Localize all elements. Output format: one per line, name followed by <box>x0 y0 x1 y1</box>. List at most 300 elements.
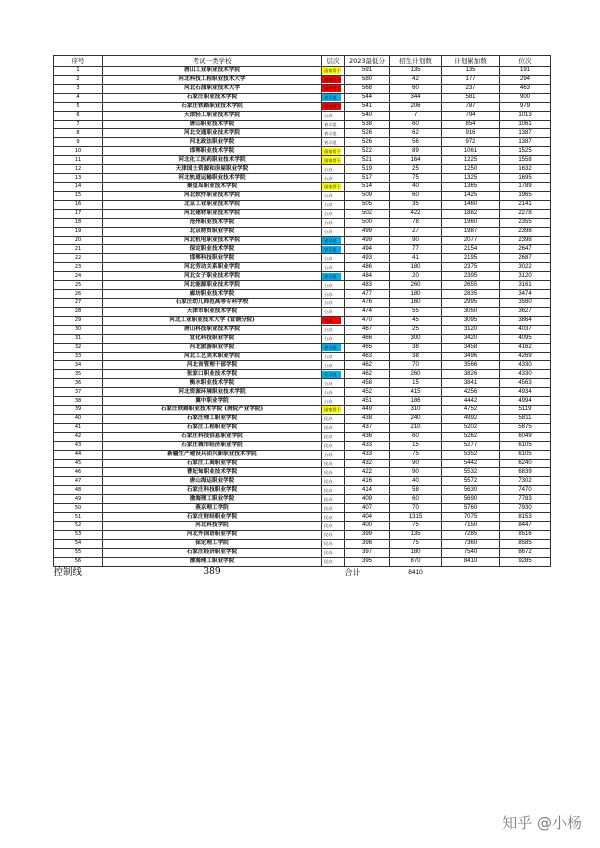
min-score: 433 <box>345 441 390 450</box>
cumulative-count: 2995 <box>442 298 500 307</box>
min-score: 519 <box>345 165 390 174</box>
table-row <box>54 236 551 245</box>
table-header-row <box>54 56 551 67</box>
rank: 1061 <box>500 120 551 129</box>
school-name: 邯郸科技职业学院 <box>103 254 322 263</box>
table-row <box>54 557 551 566</box>
rank: 4994 <box>500 397 551 406</box>
row-index: 44 <box>54 450 103 459</box>
rank: 7302 <box>500 477 551 486</box>
plan-count: 60 <box>390 432 442 441</box>
level-tag <box>322 75 345 84</box>
min-score: 540 <box>345 111 390 120</box>
school-name: 廊坊职业技术学院 <box>103 290 322 299</box>
min-score: 493 <box>345 254 390 263</box>
level-tag <box>322 343 345 352</box>
row-index: 2 <box>54 75 103 84</box>
row-index: 51 <box>54 513 103 522</box>
table-row <box>54 138 551 147</box>
school-name: 石家庄城市经济职业学院 <box>103 441 322 450</box>
rank: 463 <box>500 84 551 93</box>
min-score: 465 <box>345 343 390 352</box>
plan-count: 1315 <box>390 513 442 522</box>
cumulative-count: 3841 <box>442 379 500 388</box>
row-index: 27 <box>54 298 103 307</box>
level-tag <box>322 468 345 477</box>
school-name: 石家庄科技职业学院 <box>103 486 322 495</box>
level-badge: 省示范 <box>324 139 337 145</box>
plan-count: 70 <box>390 361 442 370</box>
school-name: 河北建材职业技术学院 <box>103 209 322 218</box>
level-tag <box>322 129 345 138</box>
school-name: 河北工艺美术职业学院 <box>103 352 322 361</box>
school-name: 河北石油职业技术大学 <box>103 84 322 93</box>
school-name: 石家庄工程职业学院 <box>103 423 322 432</box>
level-badge: 公办 <box>324 452 333 458</box>
plan-count: 260 <box>390 370 442 379</box>
level-tag <box>322 548 345 557</box>
level-tag <box>322 236 345 245</box>
plan-count: 75 <box>390 174 442 183</box>
level-tag <box>322 147 345 156</box>
min-score: 502 <box>345 209 390 218</box>
min-score: 477 <box>345 290 390 299</box>
rank: 1013 <box>500 111 551 120</box>
min-score: 451 <box>345 397 390 406</box>
row-index: 37 <box>54 388 103 397</box>
table-row <box>54 352 551 361</box>
level-badge: 民办 <box>324 550 333 556</box>
table-row <box>54 522 551 531</box>
rank: 2687 <box>500 254 551 263</box>
rank: 5811 <box>500 414 551 423</box>
min-score: 514 <box>345 182 390 191</box>
rank: 4563 <box>500 379 551 388</box>
rank: 979 <box>500 102 551 111</box>
row-index: 8 <box>54 129 103 138</box>
school-name: 沧州职业技术学院 <box>103 218 322 227</box>
table-row <box>54 281 551 290</box>
rank: 7470 <box>500 486 551 495</box>
school-name: 冀中职业学院 <box>103 397 322 406</box>
plan-count: 42 <box>390 75 442 84</box>
level-badge: 公办 <box>324 380 333 386</box>
rank: 3580 <box>500 298 551 307</box>
table-row <box>54 298 551 307</box>
level-badge: 公办 <box>324 229 333 235</box>
table-row <box>54 539 551 548</box>
min-score: 449 <box>345 406 390 415</box>
col-header-rank: 位次 <box>500 56 551 67</box>
table-row <box>54 343 551 352</box>
level-badge: 国家骨干 <box>324 86 341 92</box>
cumulative-count: 2835 <box>442 290 500 299</box>
table-row <box>54 388 551 397</box>
level-badge: 民办 <box>324 478 333 484</box>
table-row <box>54 102 551 111</box>
level-badge: 民办 <box>324 425 333 431</box>
level-badge: 民办 <box>324 416 333 422</box>
cumulative-count: 7075 <box>442 513 500 522</box>
rank: 1789 <box>500 182 551 191</box>
plan-count: 40 <box>390 477 442 486</box>
level-badge: 省示范 <box>324 121 337 127</box>
rank: 3161 <box>500 281 551 290</box>
level-tag <box>322 406 345 415</box>
cumulative-count: 2195 <box>442 254 500 263</box>
plan-count: 78 <box>390 218 442 227</box>
control-line-value: 389 <box>103 566 322 579</box>
plan-count: 164 <box>390 156 442 165</box>
rank: 3474 <box>500 290 551 299</box>
min-score: 432 <box>345 459 390 468</box>
min-score: 397 <box>345 548 390 557</box>
level-tag <box>322 191 345 200</box>
plan-count: 55 <box>390 307 442 316</box>
total-value: 8410 <box>390 566 442 579</box>
min-score: 499 <box>345 236 390 245</box>
row-index: 30 <box>54 325 103 334</box>
total-label: 合计 <box>345 566 390 579</box>
table-row <box>54 191 551 200</box>
min-score: 494 <box>345 245 390 254</box>
cumulative-count: 3826 <box>442 370 500 379</box>
level-tag <box>322 495 345 504</box>
school-name: 河北能源职业技术学院 <box>103 281 322 290</box>
col-header-min-score: 2023最低分 <box>345 56 390 67</box>
school-name: 北京财贸职业学院 <box>103 227 322 236</box>
table-row <box>54 441 551 450</box>
min-score: 522 <box>345 147 390 156</box>
level-tag <box>322 298 345 307</box>
plan-count: 38 <box>390 352 442 361</box>
row-index: 47 <box>54 477 103 486</box>
plan-count: 186 <box>390 397 442 406</box>
min-score: 509 <box>345 191 390 200</box>
min-score: 458 <box>345 379 390 388</box>
table-row <box>54 93 551 102</box>
school-name: 北京工业职业技术学院 <box>103 200 322 209</box>
row-index: 6 <box>54 111 103 120</box>
table-row <box>54 370 551 379</box>
level-tag <box>322 165 345 174</box>
school-name: 河北软件职业技术学院 <box>103 191 322 200</box>
cumulative-count: 7360 <box>442 539 500 548</box>
school-name: 河北交通职业技术学院 <box>103 129 322 138</box>
cumulative-count: 3120 <box>442 325 500 334</box>
table-row <box>54 379 551 388</box>
rank: 2141 <box>500 200 551 209</box>
min-score: 452 <box>345 388 390 397</box>
watermark: 知乎 @小杨 <box>502 814 582 832</box>
row-index: 9 <box>54 138 103 147</box>
school-name: 河北科技工程职业技术大学 <box>103 75 322 84</box>
level-badge: 公办 <box>324 362 333 368</box>
rank: 6049 <box>500 432 551 441</box>
row-index: 26 <box>54 290 103 299</box>
row-index: 20 <box>54 236 103 245</box>
cumulative-count: 5760 <box>442 504 500 513</box>
table-row <box>54 254 551 263</box>
min-score: 414 <box>345 486 390 495</box>
table-row <box>54 165 551 174</box>
level-badge: 国家骨干 <box>324 157 341 163</box>
min-score: 505 <box>345 200 390 209</box>
min-score: 541 <box>345 102 390 111</box>
table-row <box>54 307 551 316</box>
row-index: 36 <box>54 379 103 388</box>
rank: 1965 <box>500 191 551 200</box>
level-tag <box>322 281 345 290</box>
row-index: 3 <box>54 84 103 93</box>
table-row <box>54 75 551 84</box>
rank: 4934 <box>500 388 551 397</box>
row-index: 41 <box>54 423 103 432</box>
level-badge: 国家骨干 <box>324 68 341 74</box>
level-tag <box>322 379 345 388</box>
school-name: 宣化科技职业学院 <box>103 334 322 343</box>
min-score: 526 <box>345 129 390 138</box>
cumulative-count: 3420 <box>442 334 500 343</box>
plan-count: 27 <box>390 227 442 236</box>
rank: 3627 <box>500 307 551 316</box>
level-badge: 民办 <box>324 514 333 520</box>
level-badge: 民办 <box>324 443 333 449</box>
level-badge: 民办 <box>324 496 333 502</box>
table-row <box>54 263 551 272</box>
min-score: 467 <box>345 325 390 334</box>
level-tag <box>322 316 345 325</box>
level-tag <box>322 459 345 468</box>
school-name: 石家庄工商职业学院 <box>103 459 322 468</box>
level-badge: 公办 <box>324 166 333 172</box>
cumulative-count: 1425 <box>442 191 500 200</box>
school-name: 石家庄铁路职业技术学院 (唐院产业学院) <box>103 406 322 415</box>
school-name: 河北资源环境职业技术学院 <box>103 388 322 397</box>
level-tag <box>322 486 345 495</box>
school-name: 渤海理工职业学院 <box>103 495 322 504</box>
cumulative-count: 3458 <box>442 343 500 352</box>
school-name: 衡水职业技术学院 <box>103 379 322 388</box>
level-tag <box>322 325 345 334</box>
plan-count: 160 <box>390 298 442 307</box>
level-tag <box>322 539 345 548</box>
plan-count: 60 <box>390 495 442 504</box>
plan-count: 75 <box>390 522 442 531</box>
min-score: 470 <box>345 316 390 325</box>
table-row <box>54 227 551 236</box>
min-score: 474 <box>345 307 390 316</box>
level-tag <box>322 504 345 513</box>
col-header-index: 序号 <box>54 56 103 67</box>
cumulative-count: 4752 <box>442 406 500 415</box>
plan-count: 35 <box>390 200 442 209</box>
level-badge: 省示范 <box>322 371 341 378</box>
level-badge: 公办 <box>324 113 333 119</box>
min-score: 500 <box>345 218 390 227</box>
row-index: 33 <box>54 352 103 361</box>
level-badge: 民办 <box>324 559 333 565</box>
level-badge: 公办 <box>324 327 333 333</box>
school-name: 河北机电职业技术学院 <box>103 236 322 245</box>
plan-count: 60 <box>390 84 442 93</box>
table-row <box>54 272 551 281</box>
row-index: 11 <box>54 156 103 165</box>
level-badge: 民办 <box>324 487 333 493</box>
cumulative-count: 177 <box>442 75 500 84</box>
table-row <box>54 486 551 495</box>
level-badge: 民办 <box>324 532 333 538</box>
rank: 900 <box>500 93 551 102</box>
cumulative-count: 787 <box>442 102 500 111</box>
plan-count: 210 <box>390 423 442 432</box>
row-index: 18 <box>54 218 103 227</box>
rank: 3864 <box>500 316 551 325</box>
rank: 8672 <box>500 548 551 557</box>
cumulative-count: 4992 <box>442 414 500 423</box>
cumulative-count: 5442 <box>442 459 500 468</box>
col-header-level: 层次 <box>322 56 345 67</box>
rank: 5875 <box>500 423 551 432</box>
row-index: 21 <box>54 245 103 254</box>
row-index: 1 <box>54 67 103 76</box>
level-badge: 公办 <box>324 220 333 226</box>
table-row <box>54 530 551 539</box>
plan-count: 20 <box>390 272 442 281</box>
level-badge: 民办 <box>324 434 333 440</box>
table-row <box>54 325 551 334</box>
footer-spacer <box>500 566 551 579</box>
level-badge: 国家骨干 <box>324 148 341 154</box>
rank: 1387 <box>500 129 551 138</box>
plan-count: 310 <box>390 406 442 415</box>
row-index: 50 <box>54 504 103 513</box>
rank: 8585 <box>500 539 551 548</box>
row-index: 32 <box>54 343 103 352</box>
plan-count: 75 <box>390 539 442 548</box>
table-row <box>54 290 551 299</box>
plan-count: 70 <box>390 504 442 513</box>
level-badge: 公办 <box>324 175 333 181</box>
level-tag <box>322 397 345 406</box>
level-badge: 国家骨干 <box>324 104 341 110</box>
school-name: 河北化工医药职业技术学院 <box>103 156 322 165</box>
school-name: 秦皇岛职业技术学院 <box>103 182 322 191</box>
plan-count: 135 <box>390 67 442 76</box>
level-tag <box>322 93 345 102</box>
school-name: 天津轻工职业技术学院 <box>103 111 322 120</box>
level-tag <box>322 245 345 254</box>
plan-count: 344 <box>390 93 442 102</box>
cumulative-count: 5277 <box>442 441 500 450</box>
rank: 2398 <box>500 236 551 245</box>
row-index: 4 <box>54 93 103 102</box>
cumulative-count: 4256 <box>442 388 500 397</box>
table-row <box>54 120 551 129</box>
table-row <box>54 334 551 343</box>
level-tag <box>322 156 345 165</box>
rank: 9285 <box>500 557 551 566</box>
cumulative-count: 2395 <box>442 272 500 281</box>
table-row <box>54 468 551 477</box>
table-row <box>54 182 551 191</box>
rank: 2398 <box>500 227 551 236</box>
admission-table <box>53 55 551 579</box>
plan-count: 870 <box>390 557 442 566</box>
plan-count: 415 <box>390 388 442 397</box>
school-name: 河北科技学院 <box>103 522 322 531</box>
cumulative-count: 2154 <box>442 245 500 254</box>
rank: 1558 <box>500 156 551 165</box>
table-row <box>54 156 551 165</box>
cumulative-count: 1987 <box>442 227 500 236</box>
min-score: 486 <box>345 263 390 272</box>
min-score: 526 <box>345 138 390 147</box>
admission-table-sheet <box>53 55 550 579</box>
cumulative-count: 1061 <box>442 147 500 156</box>
plan-count: 41 <box>390 254 442 263</box>
rank: 1632 <box>500 165 551 174</box>
min-score: 463 <box>345 352 390 361</box>
cumulative-count: 3566 <box>442 361 500 370</box>
level-tag <box>322 370 345 379</box>
level-badge: 公办 <box>324 291 333 297</box>
table-row <box>54 316 551 325</box>
min-score: 409 <box>345 495 390 504</box>
cumulative-count: 1225 <box>442 156 500 165</box>
row-index: 42 <box>54 432 103 441</box>
school-name: 石家庄财经职业学院 <box>103 513 322 522</box>
min-score: 484 <box>345 272 390 281</box>
plan-count: 56 <box>390 138 442 147</box>
level-tag <box>322 290 345 299</box>
school-name: 曹妃甸职业技术学院 <box>103 468 322 477</box>
level-tag <box>322 530 345 539</box>
plan-count: 38 <box>390 343 442 352</box>
plan-count: 25 <box>390 325 442 334</box>
plan-count: 180 <box>390 263 442 272</box>
level-badge: 公办 <box>324 309 333 315</box>
min-score: 399 <box>345 530 390 539</box>
row-index: 45 <box>54 459 103 468</box>
plan-count: 40 <box>390 182 442 191</box>
level-tag <box>322 388 345 397</box>
cumulative-count: 5532 <box>442 468 500 477</box>
level-badge: 公办 <box>324 300 333 306</box>
min-score: 438 <box>345 414 390 423</box>
cumulative-count: 7540 <box>442 548 500 557</box>
cumulative-count: 854 <box>442 120 500 129</box>
plan-count: 135 <box>390 530 442 539</box>
table-row <box>54 147 551 156</box>
cumulative-count: 5572 <box>442 477 500 486</box>
rank: 8516 <box>500 530 551 539</box>
rank: 8447 <box>500 522 551 531</box>
level-badge: 省示范 <box>322 344 341 351</box>
table-row <box>54 548 551 557</box>
rank: 6105 <box>500 450 551 459</box>
table-row <box>54 414 551 423</box>
level-badge: 国家骨干 <box>324 184 341 190</box>
level-tag <box>322 414 345 423</box>
table-row <box>54 129 551 138</box>
row-index: 15 <box>54 191 103 200</box>
level-badge: 省示范 <box>322 94 341 101</box>
table-row <box>54 245 551 254</box>
level-badge: 公办 <box>324 211 333 217</box>
table-row <box>54 432 551 441</box>
level-badge: 省示范 <box>322 273 341 280</box>
